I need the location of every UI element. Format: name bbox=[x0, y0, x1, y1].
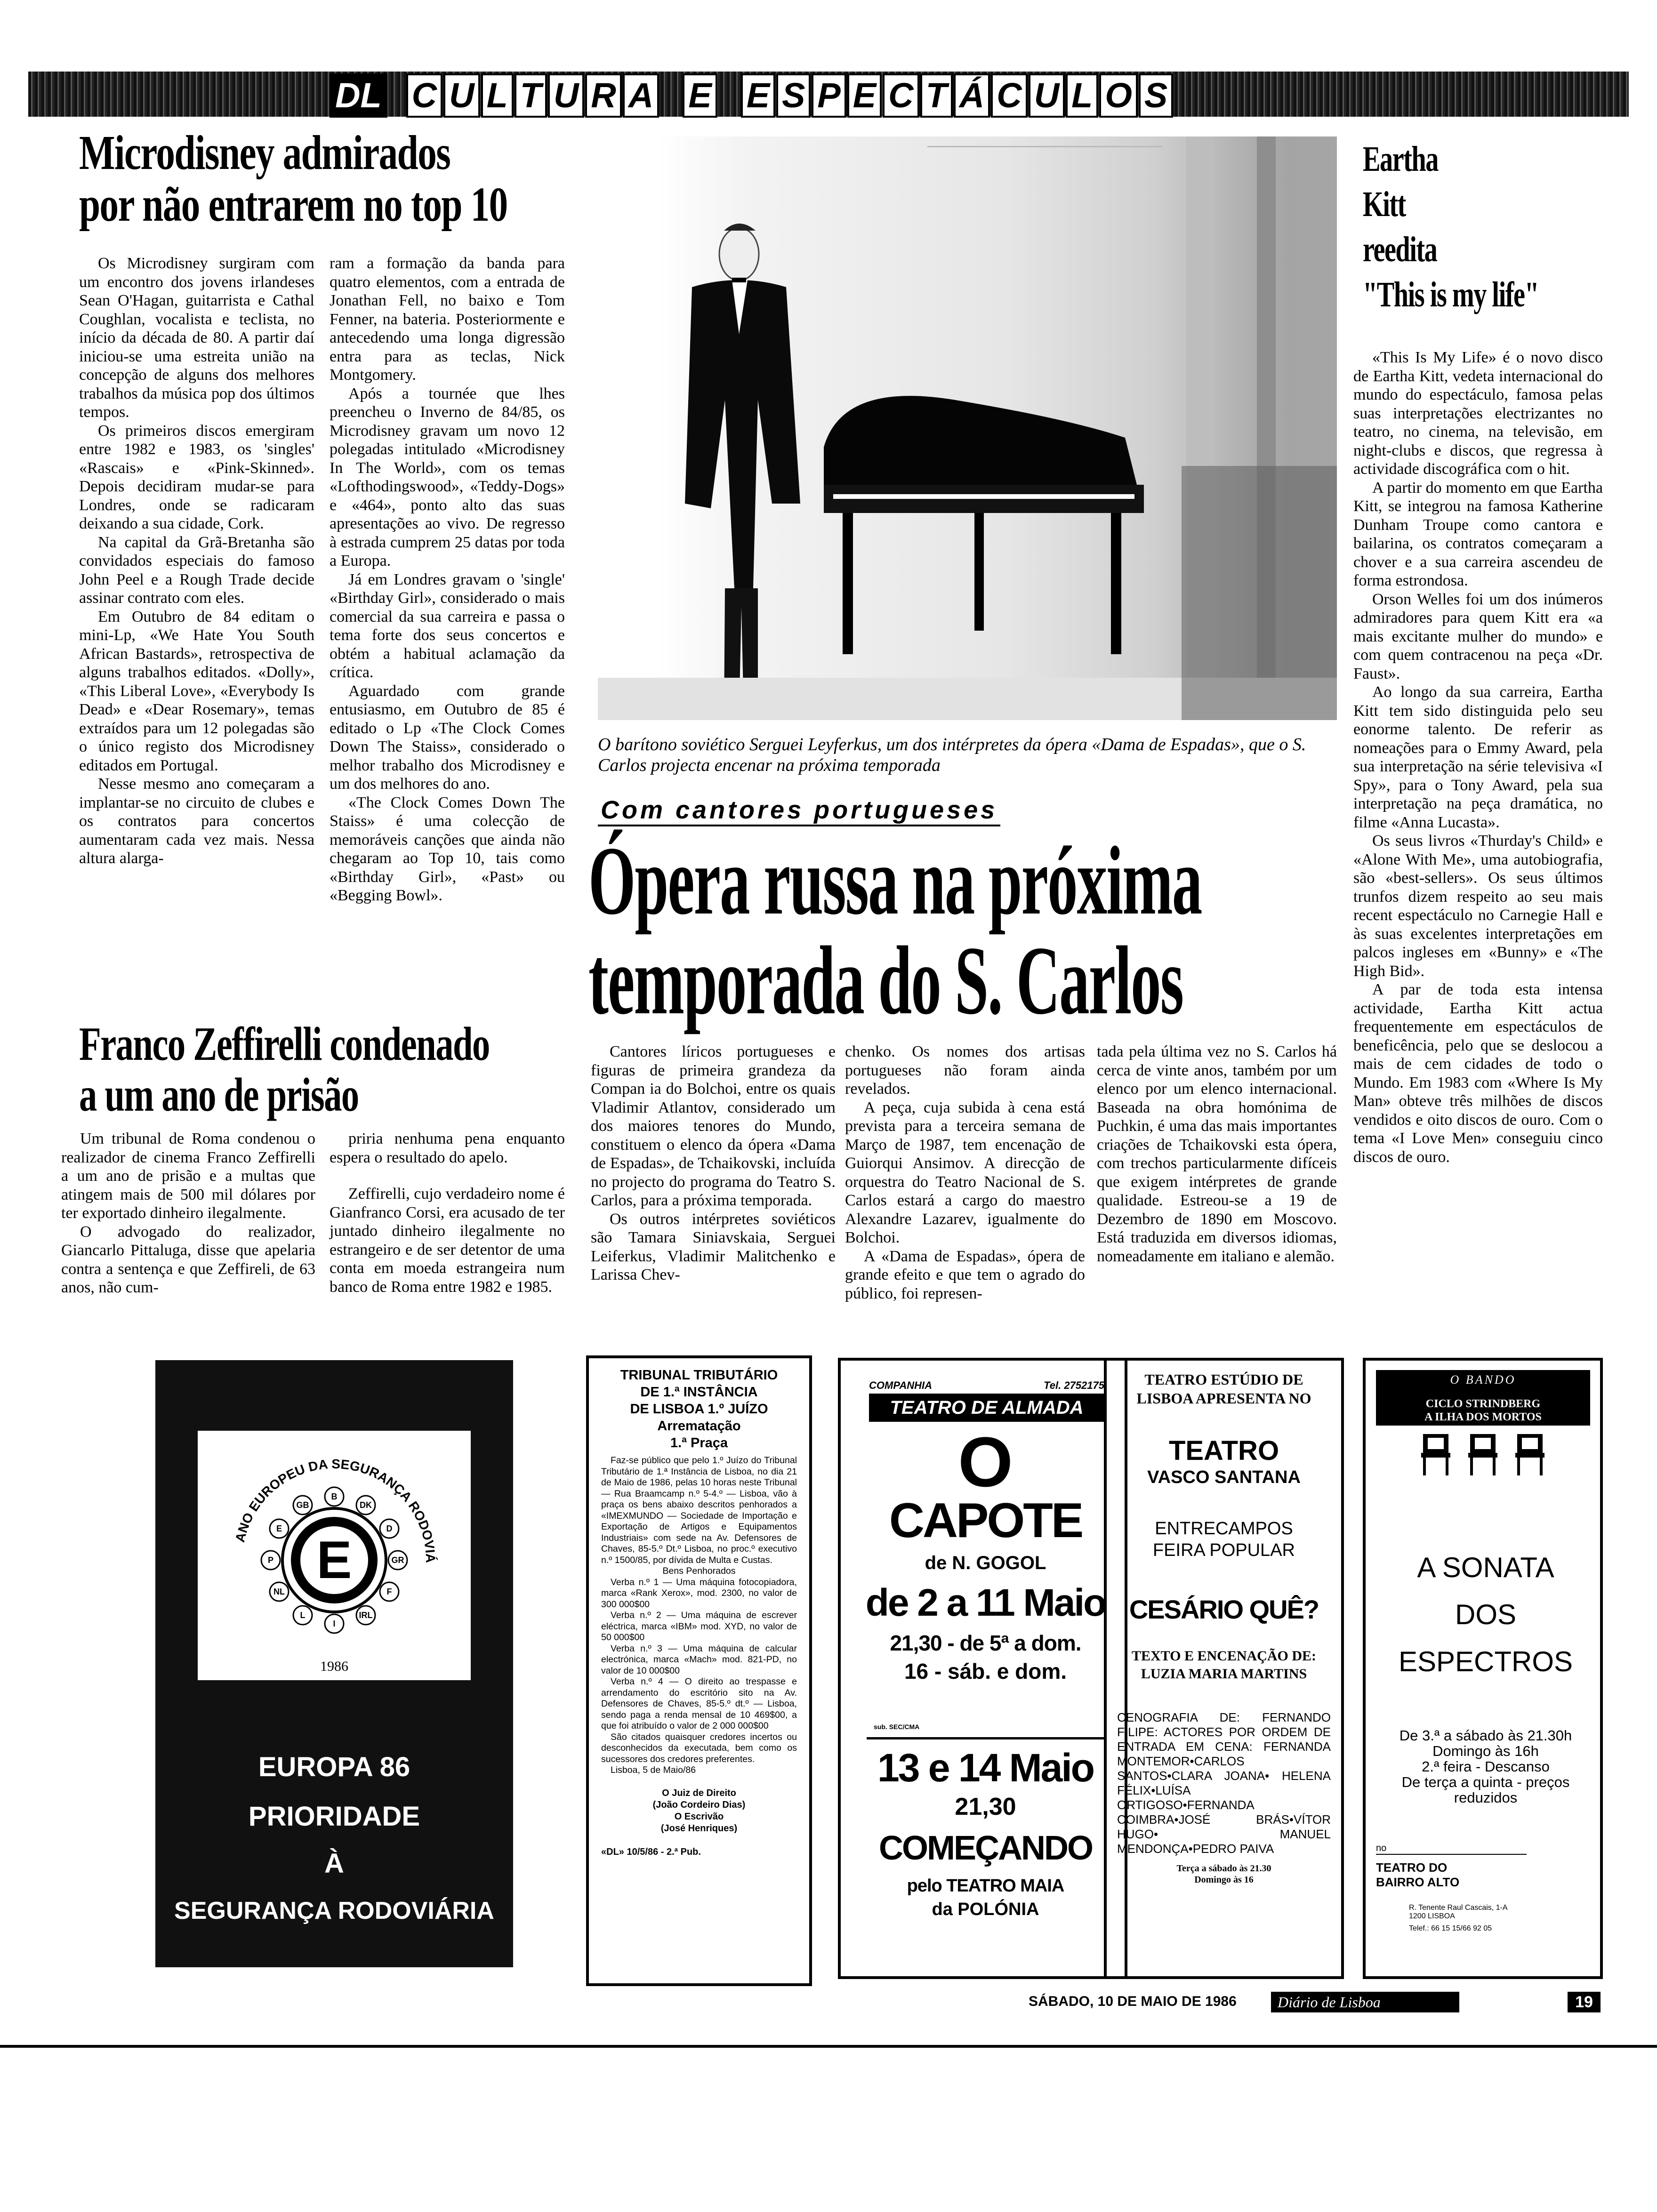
headline bbox=[588, 826, 1202, 1034]
notice-item: Verba n.º 3 — Uma máquina de calcular electrónica, marca «Mach» mod. 821-PD, no valor de 10 000$00 bbox=[601, 1643, 797, 1676]
section-letter: E bbox=[741, 73, 775, 118]
title-line: CAPOTE bbox=[889, 1493, 1082, 1548]
notice-item: Verba n.º 2 — Uma máquina de escrever eléctrica, marca «IBM» mod. XYD, no valor de 50 000$00 bbox=[601, 1610, 797, 1643]
country-code: DK bbox=[360, 1500, 372, 1510]
paragraph: Cantores líricos portugueses e figuras de primeira grandeza da Compan ia do Bolchoi, entre os quais Vladimir Atlantov, considerado um dos maiores tenores do Mundo, constituem o elenco da ópera «Dama de Espadas», de Tchaikovski, incluída no projecto do programa do Teatro S. Carlos, para a próxima temporada. bbox=[591, 1043, 836, 1209]
ad-teatro-estudio bbox=[1104, 1358, 1344, 1979]
company-line bbox=[869, 1379, 1104, 1392]
venue-line: BAIRRO ALTO bbox=[1376, 1875, 1460, 1889]
country-code: IRL bbox=[359, 1611, 373, 1620]
paragraph: O advogado do realizador, Giancarlo Pittaluga, disse que apelaria contra a sentença e que Zeffireli, de 63 anos, não cum- bbox=[61, 1223, 315, 1296]
page-number: 19 bbox=[1568, 1992, 1601, 2012]
country-code: I bbox=[333, 1619, 336, 1628]
header-line: Arrematação bbox=[657, 1419, 741, 1434]
credits-line: LUZIA MARIA MARTINS bbox=[1141, 1666, 1307, 1682]
headline-line: por não entrarem no top 10 bbox=[79, 177, 507, 232]
title-line: O bbox=[958, 1422, 1013, 1501]
signature-line: O Juiz de Direito bbox=[662, 1787, 736, 1798]
paragraph: Orson Welles foi um dos inúmeros admiradores para quem Kitt era «a mais excitante mulher do mundo» e com quem contracenou na peça «Dr. Faust». bbox=[1353, 590, 1603, 682]
venue bbox=[1117, 1436, 1331, 1489]
schedule bbox=[1117, 1863, 1331, 1885]
column bbox=[591, 1042, 836, 1284]
presenter-line: LISBOA APRESENTA NO bbox=[1136, 1390, 1311, 1407]
paragraph: Após a tournée que lhes preencheu o Inverno de 84/85, os Microdisney gravam um novo 12 polegadas intitulado «Microdisney In The World», com os temas «Lofthodingswood», «Teddy-Dogs» e «464», ponto alto das suas apresentações ao vivo. De regresso à estrada cumprem 25 datas por toda a Europa. bbox=[330, 385, 565, 569]
paragraph: chenko. Os nomes dos artisas portugueses não foram ainda revelados. bbox=[845, 1043, 1085, 1098]
phone-line: Telef.: 66 15 15/66 92 05 bbox=[1409, 1924, 1492, 1932]
kicker-text: Com cantores portugueses bbox=[598, 795, 1000, 826]
column bbox=[61, 1130, 315, 1297]
title-line: DOS bbox=[1455, 1599, 1517, 1630]
title-line: A SONATA bbox=[1417, 1552, 1554, 1583]
times: 16 - sáb. e dom. bbox=[904, 1659, 1067, 1683]
title-line: ESPECTROS bbox=[1398, 1646, 1573, 1677]
header-line: TRIBUNAL TRIBUTÁRIO bbox=[620, 1368, 778, 1383]
venue-line: VASCO SANTANA bbox=[1147, 1467, 1301, 1487]
schedule-line: Terça a sábado às 21.30 bbox=[1176, 1863, 1271, 1874]
section-letter: U bbox=[443, 73, 480, 118]
schedule-line: Domingo às 16h bbox=[1432, 1743, 1539, 1759]
banner-image bbox=[1376, 1370, 1590, 1478]
paragraph: Um tribunal de Roma condenou o realizador de cinema Franco Zeffirelli a um ano de prisão e a multas que atingem mais de 500 mil dólares por ter exportado dinheiro ilegalmente. bbox=[61, 1130, 315, 1222]
emblem-road-safety bbox=[198, 1431, 471, 1680]
header-line: DE LISBOA 1.º JUÍZO bbox=[630, 1402, 768, 1417]
paragraph: Já em Londres gravam o 'single' «Birthday Girl», considerado o mais comercial da sua carreira e passa o tema forte dos seus concertos e obtém a habitual aclamação da crítica. bbox=[330, 570, 565, 681]
times: 21,30 bbox=[955, 1793, 1016, 1820]
photo-baritone bbox=[598, 136, 1337, 720]
second-show bbox=[841, 1744, 1130, 1921]
paragraph: Ao longo da sua carreira, Eartha Kitt tem sido distinguida pelo seu eonorme talento. De referir as nomeações para o Emmy Award, pela sua interpretação na série televisiva «I Spy», para o Tony Award, pela sua interpretação na peça dramática, no filme «Anna Lucasta». bbox=[1353, 683, 1603, 831]
section-letter: Á bbox=[954, 73, 990, 118]
company-line: pelo TEATRO MAIA bbox=[907, 1876, 1064, 1896]
headline-line: Microdisney admirados bbox=[79, 126, 450, 180]
header-line: DE 1.ª INSTÂNCIA bbox=[640, 1385, 758, 1400]
section-letter: U bbox=[1029, 73, 1065, 118]
separator bbox=[867, 1737, 1107, 1739]
location-line: FEIRA POPULAR bbox=[1153, 1540, 1295, 1560]
notice-item: Verba n.º 4 — O direito ao trespasse e arrendamento do escritório sito na Av. Defensores de Chaves, 85-5.º dt.º — Lisboa, sendo paga a renda mensal de 10 469$00, a que foi atribuído o valor de 2 000 000$00 bbox=[601, 1676, 797, 1731]
banner-series bbox=[1376, 1397, 1590, 1424]
notice-date: Lisboa, 5 de Maio/86 bbox=[611, 1765, 696, 1775]
paragraph: A par de toda esta intensa actividade, Eartha Kitt actua frequentemente em espectáculos de beneficência, pelo que se deslocou a mais de cem cidades de todo o Mundo. Em 1983 com «Where Is My Man» obteve três milhões de discos vendidos e oito discos de ouro. Com o tema «I Love Men» conseguiu cinco discos de ouro. bbox=[1353, 981, 1603, 1166]
location-line: ENTRECAMPOS bbox=[1155, 1519, 1293, 1539]
paragraph: tada pela última vez no S. Carlos há cerca de vinte anos, também por um elenco por um elenco internacional. Baseada na obra homónima de Puchkin, é uma das mais importantes criações de Tchaikovski esta ópera, com trechos particularmente difíceis que exigem intérpretes de grande qualidade. Estreou-se a 19 de Dezembro de 1890 em Moscovo. Está traduzida em diversos idiomas, nomeadamente em italiano e alemão. bbox=[1097, 1043, 1337, 1265]
chairs-illustration bbox=[1376, 1426, 1590, 1478]
column bbox=[1353, 348, 1603, 1166]
notice-subhead: Bens Penhorados bbox=[662, 1566, 736, 1576]
theatre-banner: TEATRO DE ALMADA bbox=[869, 1394, 1104, 1422]
header-line: 1.ª Praça bbox=[670, 1435, 728, 1451]
notice-paragraph: Faz-se público que pelo 1.º Juízo do Tribunal Tributário de 1.ª Instância de Lisboa, no dia 21 de Maio de 1986, pelas 10 horas neste Tribunal — Rua Braamcamp n.º 5-4.º — Lisboa, vão à praça os bens abaixo descritos penhorados a «IMEXMUNDO — Sociedade de Importação e Exportação de Artigos e Equipamentos Industriais» com sede na Av. Defensores de Chaves, 85-5.º Dt.º Lisboa, no proc.º executivo n.º 1500/85, por dívida de Multa e Custas. bbox=[601, 1455, 797, 1565]
notice-item: São citados quaisquer credores incertos ou desconhecidos da executada, bem como os sucessores dos credores preferentes. bbox=[601, 1731, 797, 1764]
section-letter: L bbox=[1066, 73, 1098, 118]
headline-line: "This is my life" bbox=[1363, 275, 1539, 314]
footer-date: SÁBADO, 10 DE MAIO DE 1986 bbox=[1029, 1994, 1237, 2009]
paragraph: Zeffirelli, cujo verdadeiro nome é Gianfranco Corsi, era acusado de ter juntado dinheiro ilegalmente no estrangeiro e de ser detentor de uma conta em moeda estrangeira num banco de Roma entre 1982 e 1985. bbox=[330, 1185, 565, 1296]
headline bbox=[1363, 136, 1538, 317]
headline-line: Eartha bbox=[1363, 139, 1438, 179]
schedule-line: De 3.ª a sábado às 21.30h bbox=[1399, 1727, 1572, 1744]
paragraph: A «Dama de Espadas», ópera de grande efeito e que tem o agrado do público, foi represen- bbox=[845, 1247, 1085, 1302]
country-code: D bbox=[386, 1524, 393, 1533]
emblem-ring-text: ANO EUROPEU DA SEGURANÇA RODOVIÁ bbox=[232, 1456, 438, 1563]
venue-line: TEATRO DO bbox=[1376, 1860, 1448, 1875]
schedule bbox=[1366, 1728, 1606, 1805]
venue-block bbox=[1376, 1843, 1593, 1933]
section-letter: S bbox=[1139, 73, 1173, 118]
ad-europa-86 bbox=[155, 1360, 513, 1967]
column bbox=[330, 254, 565, 905]
address-line: R. Tenente Raul Cascais, 1-A bbox=[1409, 1904, 1508, 1912]
slogan-line: PRIORIDADE bbox=[248, 1801, 420, 1832]
play-title bbox=[1366, 1544, 1606, 1685]
play-title: CESÁRIO QUÊ? bbox=[1129, 1595, 1319, 1624]
schedule-line: De terça a quinta - preços reduzidos bbox=[1401, 1774, 1570, 1806]
dates: de 2 a 11 Maio bbox=[865, 1581, 1106, 1624]
country-code: GR bbox=[391, 1555, 404, 1565]
venue-prefix: no bbox=[1376, 1843, 1527, 1855]
paragraph: Aguardado com grande entusiasmo, em Outubro de 85 é editado o Lp «The Clock Comes Down The Staiss», considerado o melhor trabalho dos Microdisney e um dos melhores do ano. bbox=[330, 682, 565, 793]
location bbox=[1117, 1518, 1331, 1561]
headline-line: Ópera russa na próxima bbox=[588, 826, 1202, 935]
venue-line: TEATRO bbox=[1168, 1435, 1279, 1466]
ad-slogan bbox=[155, 1741, 513, 1934]
country-code: P bbox=[267, 1555, 274, 1565]
paragraph: Os primeiros discos emergiram entre 1982 e 1983, os 'singles' «Rascais» e «Pink-Skinned». Depois decidiram mudar-se para Londres, onde se radicaram deixando a sua cidade, Cork. bbox=[79, 422, 314, 532]
paragraph: Em Outubro de 84 editam o mini-Lp, «We Hate You South African Bastards», retrospectiva de alguns trabalhos editados. «Dolly», «This Liberal Love», «Everybody Is Dead» e «Dear Rosemary», temas extraídos para um 12 polegadas são o único registo dos Microdisney editados em Portugal. bbox=[79, 608, 314, 774]
bottom-rule bbox=[0, 2045, 1657, 2048]
footer-paper-name bbox=[1271, 1992, 1459, 2012]
ad-tribunal bbox=[586, 1355, 812, 1986]
notice-ref: «DL» 10/5/86 - 2.ª Pub. bbox=[601, 1846, 701, 1857]
author: de N. GOGOL bbox=[925, 1553, 1046, 1573]
schedule-line: Domingo às 16 bbox=[1194, 1875, 1254, 1885]
notice-item: Verba n.º 1 — Uma máquina fotocopiadora, marca «Rank Xerox», mod. 2300, no valor de 300 000$00 bbox=[601, 1577, 797, 1610]
title-line: COMEÇANDO bbox=[879, 1829, 1092, 1867]
company-line: da POLÓNIA bbox=[932, 1899, 1039, 1919]
paragraph: Nesse mesmo ano começaram a implantar-se no circuito de clubes e os contratos para concertos aumentaram cada vez mais. Nessa altura alarga- bbox=[79, 775, 314, 867]
emblem-year: 1986 bbox=[320, 1659, 348, 1674]
country-code: F bbox=[386, 1587, 392, 1596]
credits-line: TEXTO E ENCENAÇÃO DE: bbox=[1131, 1648, 1316, 1664]
paragraph: Na capital da Grã-Bretanha são convidados especiais do famoso John Peel e a Rough Trade decide assinar contrato com eles. bbox=[79, 533, 314, 607]
presenter bbox=[1117, 1370, 1331, 1408]
address-line: 1200 LISBOA bbox=[1409, 1912, 1455, 1920]
emblem-panel bbox=[198, 1431, 471, 1680]
column bbox=[1097, 1042, 1337, 1266]
paragraph: ram a formação da banda para quatro elementos, com a entrada de Jonathan Fell, no baixo e Tom Fenner, na bateria. Posteriormente e antecedendo uma longa digressão entra para as teclas, Nick Montgomery. bbox=[330, 255, 565, 384]
paragraph: «The Clock Comes Down The Staiss» é uma colecção de memoráveis canções que ainda não chegaram ao Top 10, tais como «Birthday Girl», «Past» ou «Begging Bowl». bbox=[330, 793, 565, 904]
notice-signatures bbox=[601, 1787, 797, 1835]
section-letter: A bbox=[623, 73, 659, 118]
paragraph: priria nenhuma pena enquanto espera o resultado do apelo. bbox=[330, 1130, 565, 1166]
section-letter: L bbox=[481, 73, 514, 118]
ad-sonata-espectros bbox=[1363, 1358, 1603, 1979]
section-letter: C bbox=[883, 73, 919, 118]
section-letter: O bbox=[1099, 73, 1138, 118]
notice-body bbox=[601, 1455, 797, 1776]
company-logo: O BANDO bbox=[1450, 1373, 1516, 1387]
country-code: L bbox=[300, 1611, 306, 1620]
column bbox=[79, 254, 314, 868]
headline-line: Kitt bbox=[1363, 184, 1406, 224]
slogan-line: EUROPA 86 bbox=[258, 1752, 410, 1782]
section-title bbox=[330, 73, 1174, 118]
paragraph: Os outros intérpretes soviéticos são Tamara Siniavskaia, Serguei Leiferkus, Vladimir Malitchenko e Larissa Chev- bbox=[591, 1210, 836, 1283]
column bbox=[330, 1130, 565, 1296]
section-letter: C bbox=[991, 73, 1027, 118]
notice-header bbox=[601, 1367, 797, 1451]
paragraph: «This Is My Life» é o novo disco de Eartha Kitt, vedeta internacional do mundo do espectáculo, famosa pelas suas interpretações electrizantes no teatro, no cinema, na televisão, em night-clubs e discos, que regressa à actividade discográfica com o hit. bbox=[1353, 349, 1603, 478]
paragraph: A peça, cuja subida à cena está prevista para a terceira semana de Março de 1987, tem encenação de Guiorqui Ansimov. A direcção de orquestra do Teatro Nacional de S. Carlos estará a cargo do maestro Alexandre Lazarev, igualmente do Bolchoi. bbox=[845, 1098, 1085, 1246]
column bbox=[845, 1042, 1085, 1303]
ad-teatro-almada bbox=[838, 1358, 1127, 1979]
headline bbox=[79, 127, 507, 231]
series-line: A ILHA DOS MORTOS bbox=[1424, 1411, 1542, 1423]
headline-line: reedita bbox=[1363, 230, 1437, 269]
headline-line: a um ano de prisão bbox=[79, 1068, 359, 1122]
section-letter: T bbox=[920, 73, 953, 118]
company-phone: Tel. 2752175 bbox=[1044, 1379, 1104, 1391]
headline-line: Franco Zeffirelli condenado bbox=[79, 1018, 490, 1071]
country-code: GB bbox=[296, 1500, 309, 1510]
slogan-line: SEGURANÇA RODOVIÁRIA bbox=[174, 1897, 494, 1924]
country-code: B bbox=[331, 1492, 338, 1501]
series-line: CICLO STRINDBERG bbox=[1425, 1398, 1541, 1410]
country-code: E bbox=[276, 1524, 282, 1533]
section-letter: T bbox=[515, 73, 547, 118]
signature-line: O Escrivão bbox=[674, 1811, 724, 1822]
company-label: COMPANHIA bbox=[869, 1379, 933, 1391]
paragraph: Os Microdisney surgiram com um encontro dos jovens irlandeses Sean O'Hagan, guitarrista e Cathal Coughlan, vocalista e teclista, no início da década de 80. A partir daí iniciou-se uma estreita união na concepção de alguns dos melhores trabalhos da música pop dos últimos tempos. bbox=[79, 255, 314, 421]
section-masthead bbox=[28, 72, 1629, 117]
headline-line: temporada do S. Carlos bbox=[588, 926, 1183, 1034]
section-letter: P bbox=[812, 73, 846, 118]
section-letter: E bbox=[683, 73, 717, 118]
paragraph: Os seus livros «Thurday's Child» e «Alone With Me», uma autobiografia, são «best-sellers». Os seus últimos trunfos dizem respeito ao seu mais recent espectáculo no Carnegie Hall e às suas excelentes interpretações em palcos ingleses em «Bunny» e «The High Bid». bbox=[1353, 832, 1603, 980]
chairs-icon bbox=[1376, 1426, 1590, 1478]
logo-dl: DL bbox=[330, 73, 387, 118]
cast-list: CENOGRAFIA DE: FERNANDO FILIPE: ACTORES POR ORDEM DE ENTRADA EM CENA: FERNANDA MONTEMOR•CARLOS SANTOS•CLARA JOANA• HELENA FÉLIX•LUÍSA ORTIGOSO•FERNANDA COIMBRA•JOSÉ BRÁS•VÍTOR HUGO• MANUEL MENDONÇA•PEDRO PAIVA bbox=[1117, 1710, 1331, 1856]
section-letter: S bbox=[776, 73, 811, 118]
signature-line: (João Cordeiro Dias) bbox=[652, 1799, 746, 1810]
play-title bbox=[841, 1422, 1130, 1685]
section-letter: R bbox=[585, 73, 621, 118]
section-letter: E bbox=[847, 73, 882, 118]
credits bbox=[1117, 1647, 1331, 1683]
signature-line: (José Henriques) bbox=[660, 1823, 738, 1834]
kicker bbox=[598, 795, 1000, 826]
headline bbox=[79, 1019, 490, 1121]
presenter-line: TEATRO ESTÚDIO DE bbox=[1144, 1371, 1303, 1388]
photo-illustration bbox=[598, 136, 1337, 720]
paragraph: A partir do momento em que Eartha Kitt, se integrou na famosa Katherine Dunham Troupe como cantora e bailarina, os contratos começaram a chover e a sua carreira ascendeu de forma estrondosa. bbox=[1353, 479, 1603, 589]
slogan-line: À bbox=[324, 1848, 344, 1879]
dates: 13 e 14 Maio bbox=[877, 1746, 1094, 1790]
country-code: NL bbox=[273, 1587, 285, 1596]
paper-name: Diário de Lisboa bbox=[1278, 1994, 1381, 2011]
section-letter: C bbox=[406, 73, 442, 118]
schedule-line: 2.ª feira - Descanso bbox=[1422, 1758, 1550, 1775]
emblem-letter: E bbox=[316, 1531, 352, 1589]
photo-caption: O barítono soviético Serguei Leyferkus, um dos intérpretes da ópera «Dama de Espadas», que o S. Carlos projecta encenar na próxima temporada bbox=[598, 735, 1306, 775]
times: 21,30 - de 5ª a dom. bbox=[890, 1631, 1081, 1655]
sub-line: sub. SEC/CMA bbox=[874, 1723, 920, 1731]
section-letter: U bbox=[548, 73, 584, 118]
